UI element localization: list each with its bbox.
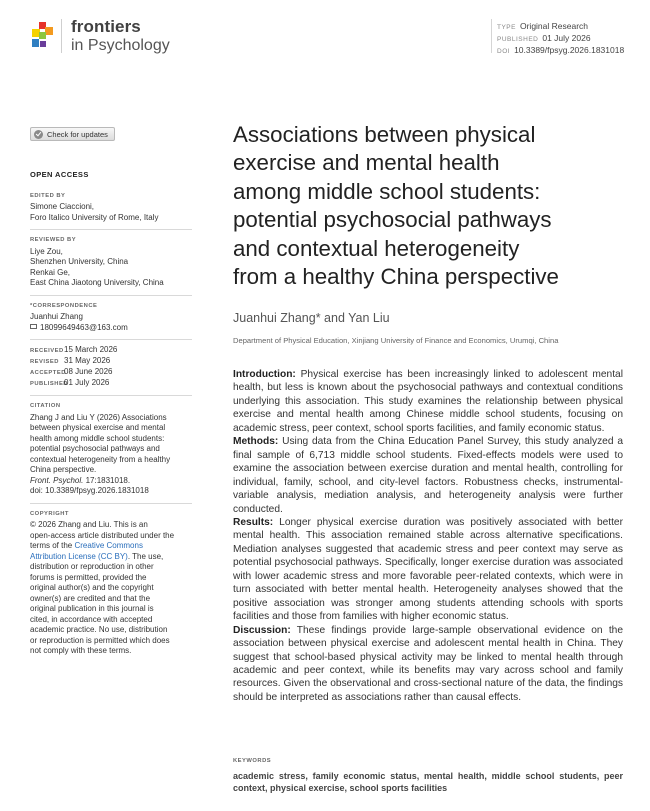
keywords: academic stress, family economic status, mental health, middle school students, peer context, physical exercise, school sports facilities bbox=[233, 771, 623, 794]
dates-section: RECEIVED15 March 2026 REVISED 31 May 2026 ACCEPTED08 June 2026 PUBLISHED01 July 2026 bbox=[30, 345, 118, 387]
sidebar bbox=[30, 170, 192, 667]
edited-by-label: EDITED BY bbox=[30, 192, 66, 199]
brand-name: frontiers bbox=[71, 17, 141, 36]
correspondence-label: *CORRESPONDENCE bbox=[30, 302, 98, 309]
edited-by-section bbox=[30, 191, 192, 224]
reviewed-by-label: REVIEWED BY bbox=[30, 237, 77, 243]
journal-name: in Psychology bbox=[71, 37, 170, 54]
doi-link[interactable]: 10.3389/fpsyg.2026.1831018 bbox=[514, 45, 625, 55]
check-for-updates-button[interactable] bbox=[30, 127, 115, 141]
divider bbox=[30, 339, 192, 340]
abstract-results: Results: Longer physical exercise duration was positively associated with better mental health. This association remained stable across alternative specifications. Mediation analyses suggested that academic stress and peer context may serve as potential psychosocial pathways. Specifically, longer exercise duration was associated with lower academic stress and more favorable peer-related contexts, which were in turn associated with better mental health. Heterogeneity analyses showed that the positive association was stronger among students attending schools with sports facilities and those from families with higher economic status. bbox=[233, 516, 623, 623]
reviewer-line: Renkai Ge, bbox=[30, 267, 71, 277]
check-for-updates-label: Check for updates bbox=[47, 129, 108, 139]
open-access-label: OPEN ACCESS bbox=[30, 170, 89, 179]
journal-wordmark[interactable] bbox=[71, 17, 170, 55]
date-revised: 31 May 2026 bbox=[64, 356, 111, 365]
logo-divider bbox=[61, 19, 62, 53]
reviewer-line: Liye Zou, bbox=[30, 246, 63, 256]
check-icon bbox=[34, 130, 43, 139]
abstract-discussion: Discussion: These findings provide large-sample observational evidence on the association between physical exercise and adolescent mental health in China. They suggest that school-based physical activity may be linked to mental health through academic and peer context, while its benefits may vary across school and family resources. Given the observational and cross-sectional nature of the data, the findings should be interpreted as associations rather than causal effects. bbox=[233, 624, 623, 703]
meta-type: TYPE Original Research bbox=[497, 21, 589, 31]
meta-divider bbox=[491, 19, 492, 53]
license-link[interactable]: Creative Commons bbox=[74, 541, 143, 550]
keywords-label: KEYWORDS bbox=[233, 758, 272, 764]
reviewer-line: Shenzhen University, China bbox=[30, 257, 129, 266]
divider bbox=[30, 503, 192, 504]
correspondence-section bbox=[30, 301, 192, 334]
citation-label: CITATION bbox=[30, 403, 61, 409]
authors: Juanhui Zhang* and Yan Liu bbox=[233, 311, 390, 325]
date-accepted: 08 June 2026 bbox=[64, 367, 113, 376]
citation-journal: Front. Psychol. bbox=[30, 475, 84, 485]
divider bbox=[30, 395, 192, 396]
editor-line: Foro Italico University of Rome, Italy bbox=[30, 212, 159, 222]
editor-line: Simone Ciaccioni, bbox=[30, 202, 95, 211]
license-link[interactable]: Attribution License (CC BY) bbox=[30, 551, 128, 561]
citation-section: CITATION Zhang J and Liu Y (2026) Associations between physical exercise and mental health among middle school students: potential psychosocial pathways and contextual heterogeneity from a healthy China perspective. Front. Psychol. 17:1831018. doi: 10.3389/fpsyg.2026.1831018 bbox=[30, 401, 192, 497]
frontiers-logo-icon bbox=[30, 20, 54, 50]
correspondence-name: Juanhui Zhang bbox=[30, 312, 83, 321]
copyright-section: COPYRIGHT © 2026 Zhang and Liu. This is an open-access article distributed under the terms of the Creative Commons Attribution License (CC BY). The use, distribution or reproduction in other forums is permitted, provided the original author(s) and the copyright owner(s) are credited and that the original publication in this journal is cited, in accordance with accepted academic practice. No use, distribution or reproduction is permitted which does not comply with these terms. bbox=[30, 509, 192, 657]
divider bbox=[30, 295, 192, 296]
article-title: Associations between physical exercise and mental health among middle school students: potential psychosocial pathways and contextual heterogeneity from a healthy China perspective bbox=[233, 122, 559, 290]
reviewer-line: East China Jiaotong University, China bbox=[30, 278, 164, 287]
abstract-methods: Methods: Using data from the China Education Panel Survey, this study analyzed a final sample of 6,713 middle school students. Fixed-effects models were used to examine the association between exercise duration and mental health, controlling for individual, family, school, and city-level factors. Robustness checks, instrumental-variable analysis, mediation analysis, and heterogeneity analysis were further conducted. bbox=[233, 436, 623, 515]
meta-published: PUBLISHED 01 July 2026 bbox=[497, 33, 591, 43]
date-published: 01 July 2026 bbox=[64, 378, 110, 387]
affiliation: Department of Physical Education, Xinjiang University of Finance and Economics, Urumqi, China bbox=[233, 336, 559, 345]
date-received: 15 March 2026 bbox=[64, 345, 118, 354]
divider bbox=[30, 229, 192, 230]
reviewed-by-section bbox=[30, 235, 192, 289]
abstract-introduction: Introduction: Physical exercise has been increasingly linked to adolescent mental health, but less is known about the psychosocial pathways and contextual conditions underlying this association. This study examines the relationship between physical exercise and mental health among Chinese middle school students, focusing on academic stress, peer context, school sports facilities, and family economic status. bbox=[233, 369, 623, 434]
abstract bbox=[233, 368, 623, 704]
article-meta bbox=[497, 21, 624, 57]
email-icon bbox=[30, 324, 37, 329]
meta-doi: DOI 10.3389/fpsyg.2026.1831018 bbox=[497, 45, 625, 55]
correspondence-email[interactable]: 18099649463@163.com bbox=[40, 322, 128, 332]
copyright-label: COPYRIGHT bbox=[30, 510, 69, 517]
citation-doi[interactable]: doi: 10.3389/fpsyg.2026.1831018 bbox=[30, 486, 149, 495]
